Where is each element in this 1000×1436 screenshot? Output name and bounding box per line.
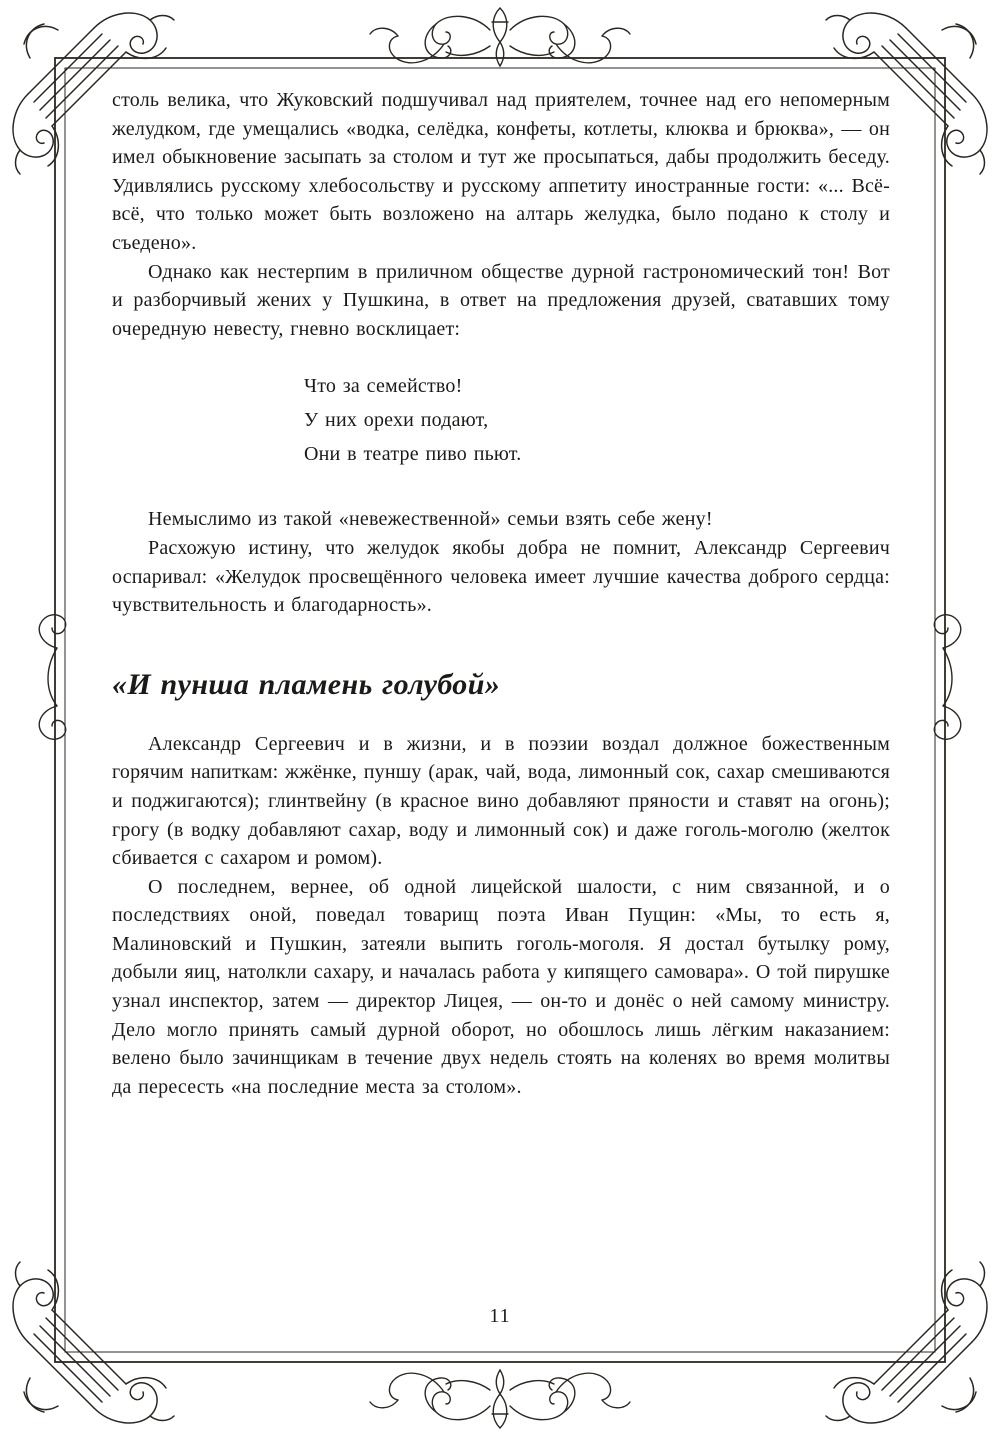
ornament-bottom-center bbox=[370, 1370, 630, 1428]
page-text bbox=[112, 86, 890, 1101]
paragraph-stomach-truth: Расхожую истину, что желудок якобы добра не помнит, Александр Сергеевич оспаривал: «Желудок просвещённого человека имеет лучшие качества доброго сердца: чувствительность и благодарность». bbox=[112, 536, 890, 617]
verse-line: У них орехи подают, bbox=[304, 409, 489, 432]
verse-line: Что за семейство! bbox=[304, 375, 463, 398]
ornament-bottom-right bbox=[826, 1262, 987, 1423]
paragraph-gastronomic-tone: Однако как нестерпим в приличном обществе дурной гастрономический тон! Вот и разборчивый жених у Пушкина, в ответ на предложения друзей, сватавших тому очередную невесту, гневно восклицает: bbox=[112, 260, 890, 340]
paragraph-pushchin-story: О последнем, вернее, об одной лицейской шалости, с ним связанной, и о последствиях оной, поведал товарищ поэта Иван Пущин: «Мы, то есть я, Малиновский и Пушкин, затеяли выпить гоголь-моголя. Я достал бутылку рому, добыли яиц, натолкли сахару, и началась работа у кипящего самовара». О той пирушке узнал инспектор, затем — директор Лицея, — он-то и донёс о ней самому министру. Дело могло принять самый дурной оборот, но обошлось лишь лёгким наказанием: велено было зачинщикам в течение двух недель стоять на коленях во время молитвы да пересесть «на последние места за столом». bbox=[112, 875, 890, 1098]
verse-line: Они в театре пиво пьют. bbox=[304, 443, 522, 466]
ornament-bottom-left bbox=[13, 1262, 174, 1423]
ornament-right-middle bbox=[934, 615, 960, 740]
verse-quote bbox=[304, 369, 890, 471]
ornament-left-middle bbox=[39, 615, 65, 740]
paragraph-unthinkable: Немыслимо из такой «невежественной» семьи взять себе жену! bbox=[148, 508, 713, 531]
paragraph-punch-intro: Александр Сергеевич и в жизни, и в поэзии воздал должное божественным горячим напиткам: жжёнке, пуншу (арак, чай, вода, лимонный сок, сахар смешиваются и поджигаются); глинтвейну (в красное вино добавляют пряности и ставят на огонь); грогу (в водку добавляют сахар, воду и лимонный сок) и даже гоголь-моголю (желток сбивается с сахаром и ромом). bbox=[112, 732, 890, 870]
paragraph-continuation: столь велика, что Жуковский подшучивал над приятелем, точнее над его непомерным желудком, где умещались «водка, селёдка, конфеты, котлеты, клюква и брюква», — он имел обыкновение засыпать за столом и тут же просыпаться, дабы продолжить беседу. Удивлялись русскому хлебосольству и русскому аппетиту иностранные гости: «... Всё-всё, что только может быть возложено на алтарь желудка, было подано к столу и съедено». bbox=[112, 89, 890, 254]
page-number: 11 bbox=[489, 1305, 511, 1327]
section-heading: «И пунша пламень голубой» bbox=[112, 667, 501, 701]
